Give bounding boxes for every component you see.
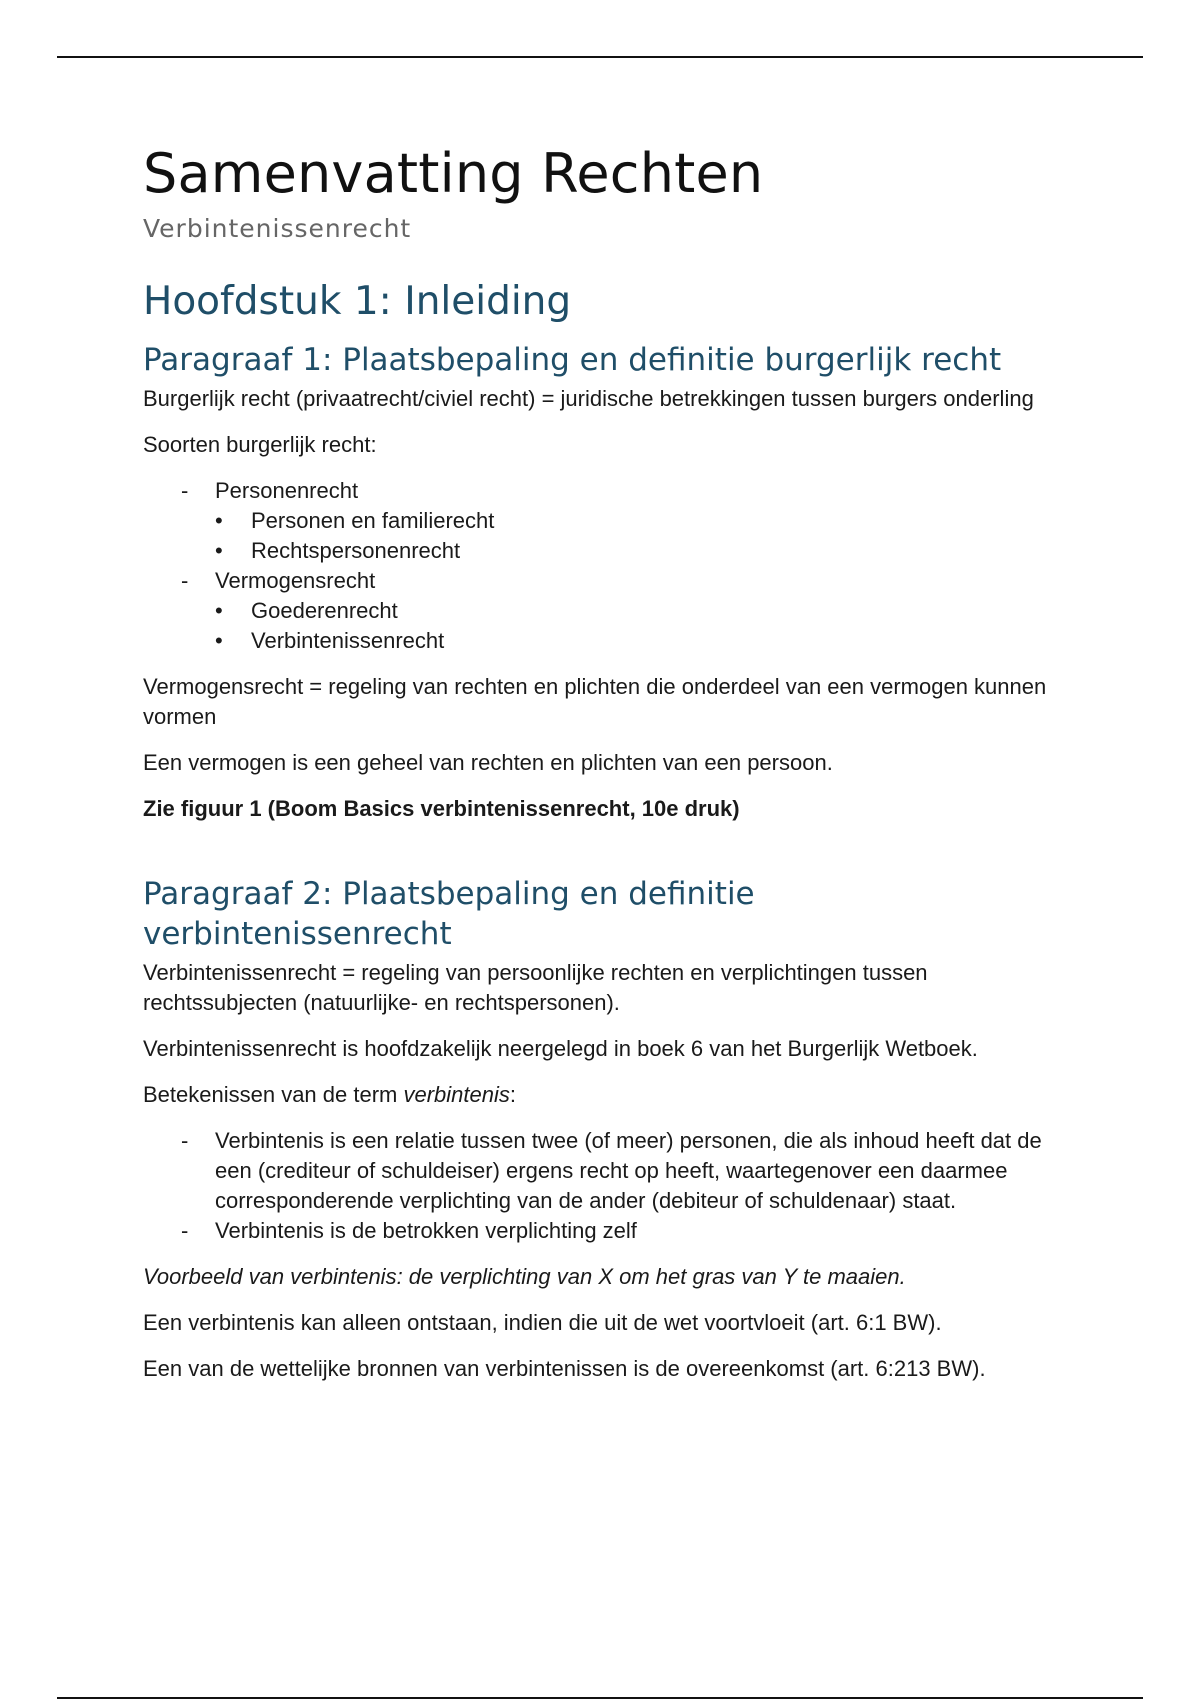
document-title: Samenvatting Rechten bbox=[143, 142, 764, 205]
list-item bbox=[143, 476, 1063, 566]
italic-term: verbintenis bbox=[403, 1082, 510, 1107]
meanings-list bbox=[143, 1126, 1063, 1246]
list-item-label: Vermogensrecht bbox=[215, 568, 376, 593]
section-2-paragraph-1: Verbintenissenrecht = regeling van persoonlijke rechten en verplichtingen tussen rechtssubjecten (natuurlijke- en rechtspersonen). bbox=[143, 960, 928, 1015]
section-2-paragraph-2: Verbintenissenrecht is hoofdzakelijk neergelegd in boek 6 van het Burgerlijk Wetboek. bbox=[143, 1036, 978, 1061]
section-2-paragraph-6: Een van de wettelijke bronnen van verbintenissen is de overeenkomst (art. 6:213 BW). bbox=[143, 1356, 986, 1381]
document-subtitle: Verbintenissenrecht bbox=[143, 214, 412, 243]
sub-list-item: • Verbintenissenrecht bbox=[215, 626, 1063, 656]
header-rule bbox=[57, 56, 1143, 58]
list-item: - Verbintenis is een relatie tussen twee (of meer) personen, die als inhoud heeft dat de een (crediteur of schuldeiser) ergens recht op heeft, waartegenover een daarmee corresponderende verplichting van de ander (debiteur of schuldenaar) staat. bbox=[143, 1126, 1063, 1216]
sub-list bbox=[215, 506, 1063, 566]
figure-reference: Zie figuur 1 (Boom Basics verbintenissenrecht, 10e druk) bbox=[143, 796, 740, 821]
footer-rule bbox=[57, 1697, 1143, 1699]
list-item bbox=[143, 566, 1063, 656]
chapter-heading: Hoofdstuk 1: Inleiding bbox=[143, 279, 572, 324]
section-2-paragraph-3 bbox=[143, 1080, 1063, 1110]
sub-list bbox=[215, 596, 1063, 656]
list-item: - Verbintenis is de betrokken verplichting zelf bbox=[143, 1216, 1063, 1246]
paragraph-text: Betekenissen van de term bbox=[143, 1082, 404, 1107]
types-of-civil-law-list bbox=[143, 476, 1063, 656]
list-item-label: Personenrecht bbox=[215, 478, 359, 503]
section-1-paragraph-3: Vermogensrecht = regeling van rechten en plichten die onderdeel van een vermogen kunnen vormen bbox=[143, 674, 1047, 729]
paragraph-text: : bbox=[509, 1082, 516, 1107]
sub-list-item: • Rechtspersonenrecht bbox=[215, 536, 1063, 566]
sub-list-item: • Goederenrecht bbox=[215, 596, 1063, 626]
sub-list-item: • Personen en familierecht bbox=[215, 506, 1063, 536]
section-2-heading: Paragraaf 2: Plaatsbepaling en definitie verbintenissenrecht bbox=[143, 876, 755, 952]
example-paragraph: Voorbeeld van verbintenis: de verplichting van X om het gras van Y te maaien. bbox=[143, 1264, 906, 1289]
section-1-paragraph-4: Een vermogen is een geheel van rechten en plichten van een persoon. bbox=[143, 750, 833, 775]
section-1-paragraph-2: Soorten burgerlijk recht: bbox=[143, 432, 377, 457]
section-2-paragraph-5: Een verbintenis kan alleen ontstaan, indien die uit de wet voortvloeit (art. 6:1 BW). bbox=[143, 1310, 942, 1335]
section-1-heading: Paragraaf 1: Plaatsbepaling en definitie burgerlijk recht bbox=[143, 342, 1002, 378]
section-1-paragraph-1: Burgerlijk recht (privaatrecht/civiel recht) = juridische betrekkingen tussen burgers onderling bbox=[143, 386, 1034, 411]
document-page bbox=[143, 138, 1063, 1400]
